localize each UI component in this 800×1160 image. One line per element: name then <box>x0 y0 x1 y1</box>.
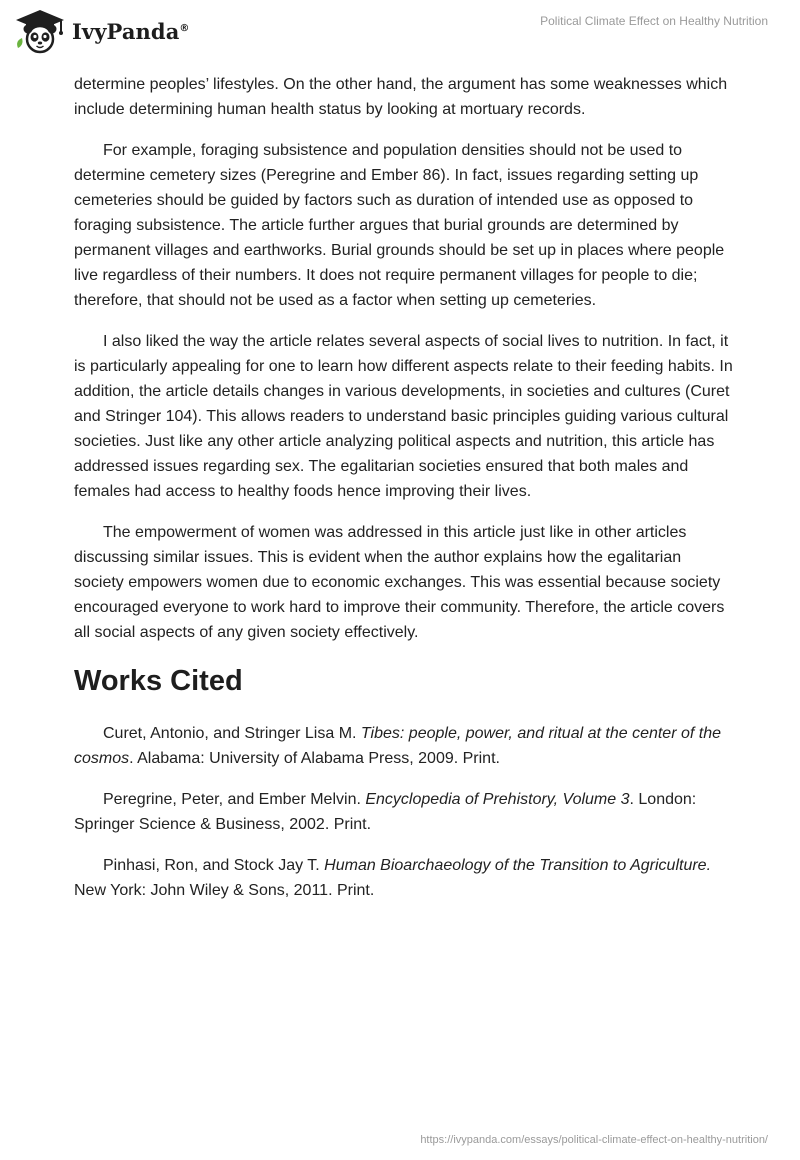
citation-entry <box>74 787 734 837</box>
citation-publisher: . Alabama: University of Alabama Press, 2009. Print. <box>129 750 500 767</box>
citation-title: Human Bioarchaeology of the Transition to Agriculture. <box>324 857 712 874</box>
citation-authors: Pinhasi, Ron, and Stock Jay T. <box>103 857 325 874</box>
brand-name: IvyPanda® <box>72 18 190 44</box>
citation-title: Encyclopedia of Prehistory, Volume 3 <box>365 791 630 808</box>
citation-authors: Peregrine, Peter, and Ember Melvin. <box>103 791 366 808</box>
citation-title: Tibes: people, power, and ritual at the center of the cosmos <box>74 725 722 767</box>
paragraph: The empowerment of women was addressed in this article just like in other articles discussing similar issues. This is evident when the author explains how the egalitarian society empowers women due to economic exchanges. This was essential because society encouraged everyone to work hard to improve their community. Therefore, the article covers all social aspects of any given society effectively. <box>74 524 725 641</box>
page-header <box>0 0 800 66</box>
paragraph: For example, foraging subsistence and population densities should not be used to determine cemetery sizes (Peregrine and Ember 86). In fact, issues regarding setting up cemeteries should be guided by factors such as duration of intended use as opposed to foraging subsistence. The article further argues that burial grounds are determined by permanent villages and earthworks. Burial grounds should be set up in places where people live regardless of their numbers. It does not require permanent villages for people to die; therefore, that should not be used as a factor when setting up cemeteries. <box>74 142 725 309</box>
source-url-link[interactable]: https://ivypanda.com/essays/political-climate-effect-on-healthy-nutrition/ <box>420 1134 768 1146</box>
works-cited-heading: Works Cited <box>74 665 243 697</box>
citation-publisher: . London: Springer Science & Business, 2002. Print. <box>74 791 697 833</box>
citation-publisher: New York: John Wiley & Sons, 2011. Print. <box>74 882 375 899</box>
citation-entry <box>74 853 734 903</box>
paragraph: I also liked the way the article relates several aspects of social lives to nutrition. In fact, it is particularly appealing for one to learn how different aspects relate to their feeding habits. In addition, the article details changes in various developments, in societies and cultures (Curet and Stringer 104). This allows readers to understand basic principles guiding various cultural societies. Just like any other article analyzing political aspects and nutrition, this article has addressed issues regarding sex. The egalitarian societies ensured that both males and females had access to healthy foods hence improving their lives. <box>74 333 733 500</box>
ivypanda-logo[interactable] <box>14 8 190 54</box>
essay-content <box>74 72 734 919</box>
paragraph: determine peoples’ lifestyles. On the other hand, the argument has some weaknesses which include determining human health status by looking at mortuary records. <box>74 76 728 118</box>
document-title: Political Climate Effect on Healthy Nutrition <box>540 14 768 28</box>
citation-entry <box>74 721 734 771</box>
graduation-panda-icon <box>14 8 66 54</box>
citation-authors: Curet, Antonio, and Stringer Lisa M. <box>103 725 361 742</box>
